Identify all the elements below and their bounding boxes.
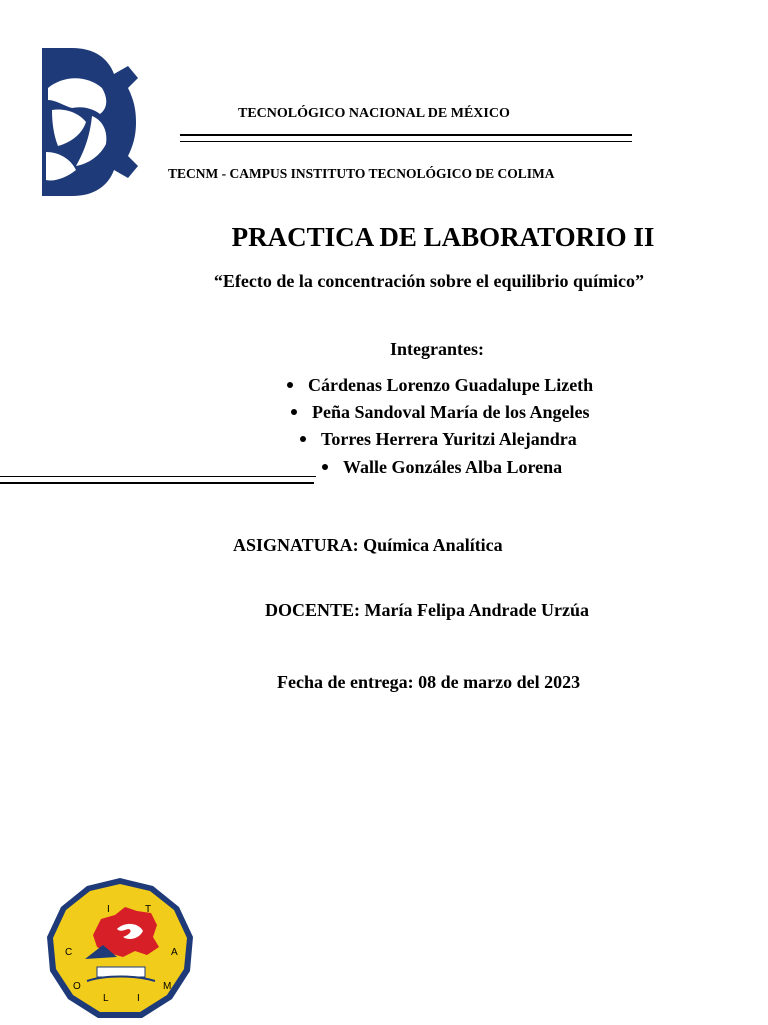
header-rule-top bbox=[180, 134, 632, 136]
bullet-icon bbox=[287, 382, 293, 388]
seal-letter: O bbox=[73, 981, 81, 992]
member-item: Peña Sandoval María de los Angeles bbox=[291, 402, 590, 423]
teacher-line: DOCENTE: María Felipa Andrade Urzúa bbox=[265, 600, 589, 620]
campus-name: TECNM - CAMPUS INSTITUTO TECNOLÓGICO DE COLIMA bbox=[168, 166, 555, 181]
seal-letter: M bbox=[163, 981, 172, 992]
members-rule-bottom bbox=[0, 482, 314, 484]
itc-seal-logo bbox=[45, 877, 195, 1025]
seal-letter: L bbox=[103, 993, 109, 1004]
member-item: Torres Herrera Yuritzi Alejandra bbox=[300, 429, 577, 450]
seal-letter: I bbox=[107, 904, 110, 915]
member-item: Cárdenas Lorenzo Guadalupe Lizeth bbox=[287, 375, 593, 396]
document-title: PRACTICA DE LABORATORIO II bbox=[231, 222, 655, 252]
bullet-icon bbox=[300, 436, 306, 442]
seal-letter: A bbox=[171, 947, 178, 958]
header-rule-bottom bbox=[180, 141, 632, 142]
seal-letter: I bbox=[137, 993, 140, 1004]
members-heading: Integrantes: bbox=[390, 339, 484, 359]
member-item: Walle Gonzáles Alba Lorena bbox=[322, 457, 562, 478]
bullet-icon bbox=[291, 409, 297, 415]
document-subtitle: “Efecto de la concentración sobre el equilibrio químico” bbox=[213, 271, 645, 291]
seal-letter: C bbox=[65, 947, 73, 958]
bullet-icon bbox=[322, 464, 328, 470]
institution-name: TECNOLÓGICO NACIONAL DE MÉXICO bbox=[238, 106, 510, 121]
members-rule-top bbox=[0, 476, 316, 477]
delivery-date: Fecha de entrega: 08 de marzo del 2023 bbox=[277, 672, 581, 692]
tecnm-gear-logo bbox=[42, 48, 144, 196]
subject-line: ASIGNATURA: Química Analítica bbox=[233, 535, 503, 555]
seal-letter: T bbox=[145, 904, 152, 915]
